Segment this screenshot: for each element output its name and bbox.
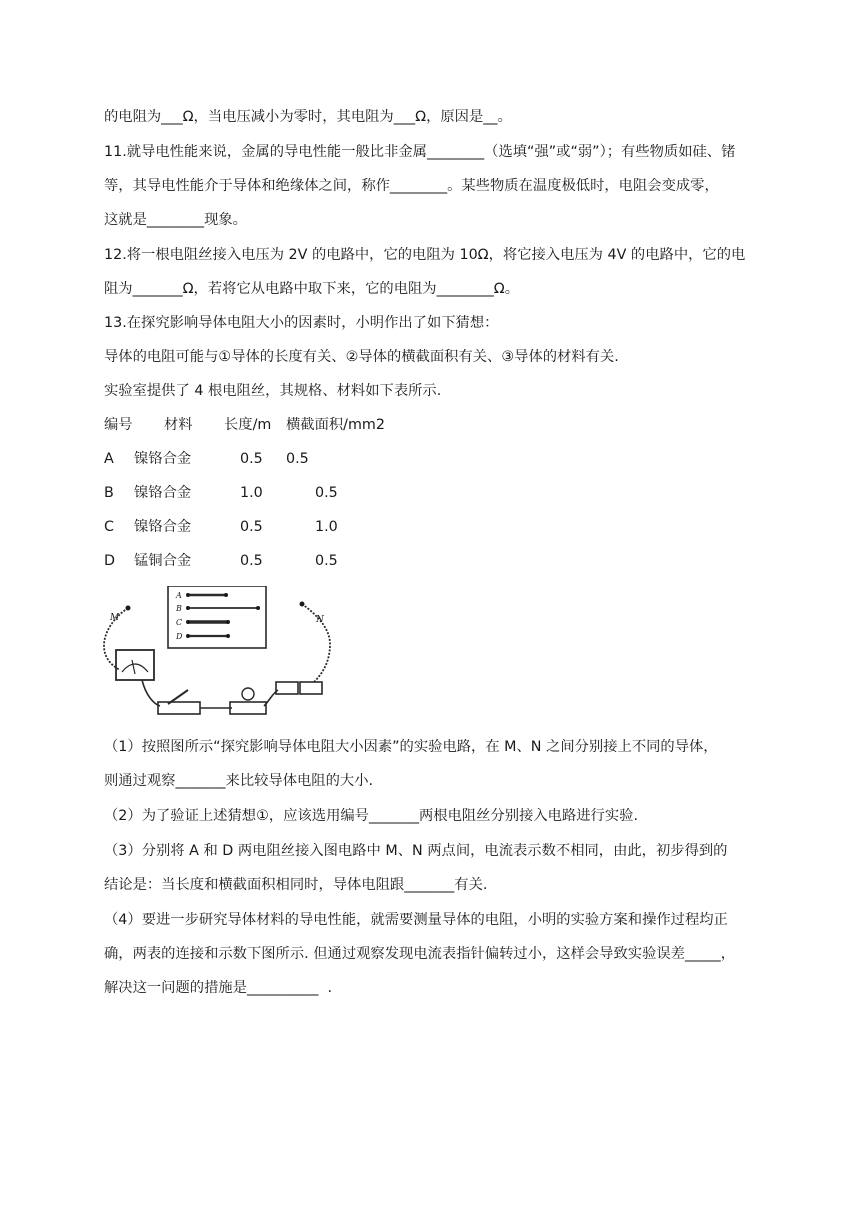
- table-row-c-length: 0.5: [240, 519, 263, 535]
- wire-c-end-right: [226, 620, 230, 624]
- terminal-label-n: N: [316, 615, 324, 625]
- question-11-line-2: 等，其导电性能介于导体和绝缘体之间，称作________。某些物质在温度极低时，电阻会变成零，: [104, 178, 719, 194]
- sub-question-1-line-1: （1）按照图所示“探究影响导体电阻大小因素”的实验电路，在 M、N 之间分别接上不同的导体，: [104, 739, 718, 755]
- table-row-a-id: A: [104, 451, 114, 467]
- question-11-line-3: 这就是________现象。: [104, 212, 247, 228]
- question-13-hypotheses: 导体的电阻可能与①导体的长度有关、②导体的横截面积有关、③导体的材料有关.: [104, 349, 619, 365]
- table-row-c-material: 镍铬合金: [134, 519, 192, 535]
- text-line-0: 的电阻为___Ω，当电压减小为零时，其电阻为___Ω，原因是__。: [104, 109, 512, 125]
- table-row-b-material: 镍铬合金: [134, 485, 192, 501]
- table-row-d-id: D: [104, 553, 116, 569]
- table-header-length: 长度/m: [224, 417, 272, 433]
- circuit-diagram: [102, 586, 334, 722]
- wire-label-a: A: [176, 591, 182, 600]
- table-header-area: 横截面积/mm2: [286, 417, 385, 433]
- table-row-c-area: 1.0: [315, 519, 338, 535]
- table-row-b-id: B: [104, 485, 114, 501]
- table-row-a-material: 镍铬合金: [134, 451, 192, 467]
- ammeter-dial: [122, 664, 148, 672]
- bulb-base: [230, 702, 266, 714]
- switch: [158, 702, 200, 714]
- wire-b-end-left: [186, 606, 190, 610]
- question-13-table-intro: 实验室提供了 4 根电阻丝，其规格、材料如下表所示.: [104, 383, 442, 399]
- wire-b-end-right: [256, 606, 260, 610]
- table-header-material: 材料: [164, 417, 193, 433]
- sub-question-4-line-1: （4）要进一步研究导体材料的导电性能，就需要测量导体的电阻，小明的实验方案和操作过程均正: [104, 912, 728, 928]
- table-row-b-area: 0.5: [315, 485, 338, 501]
- table-row-a-length: 0.5: [240, 451, 263, 467]
- wire-label-d: D: [176, 632, 183, 641]
- sub-question-2: （2）为了验证上述猜想①，应该选用编号_______两根电阻丝分别接入电路进行实验.: [104, 808, 638, 824]
- sub-question-1-line-2: 则通过观察_______来比较导体电阻的大小.: [104, 773, 374, 789]
- wire-d-end-right: [226, 634, 230, 638]
- table-row-b-length: 1.0: [240, 485, 263, 501]
- question-12-line-2: 阻为_______Ω，若将它从电路中取下来，它的电阻为________Ω。: [104, 281, 520, 297]
- table-header-id: 编号: [104, 417, 133, 433]
- sub-question-3-line-2: 结论是：当长度和横截面积相同时，导体电阻跟_______有关.: [104, 877, 488, 893]
- wire-c-end-left: [186, 620, 190, 624]
- ammeter-needle: [132, 660, 135, 674]
- battery-left: [276, 682, 298, 694]
- wire-d-end-left: [186, 634, 190, 638]
- terminal-n: [300, 602, 305, 607]
- sub-question-3-line-1: （3）分别将 A 和 D 两电阻丝接入图电路中 M、N 两点间，电流表示数不相同，由此，初步得到的: [104, 843, 728, 859]
- terminal-m: [126, 606, 131, 611]
- battery-right: [300, 682, 322, 694]
- bulb: [242, 688, 254, 700]
- sub-question-4-line-2: 确，两表的连接和示数下图所示. 但通过观察发现电流表指针偏转过小，这样会导致实验误差_____，: [104, 946, 735, 962]
- terminal-label-m: M: [110, 613, 120, 623]
- wire-label-b: B: [176, 604, 182, 613]
- table-row-d-material: 锰铜合金: [134, 553, 192, 569]
- wire-a-end-left: [186, 593, 190, 597]
- table-row-d-length: 0.5: [240, 553, 263, 569]
- wire-label-c: C: [176, 618, 183, 627]
- table-row-c-id: C: [104, 519, 114, 535]
- question-11-line-1: 11.就导电性能来说，金属的导电性能一般比非金属________（选填“强”或“弱”）；有些物质如硅、锗: [104, 144, 736, 160]
- question-13-intro: 13.在探究影响导体电阻大小的因素时，小明作出了如下猜想：: [104, 315, 499, 331]
- sub-question-4-line-3: 解决这一问题的措施是__________ .: [104, 980, 333, 996]
- table-row-a-area: 0.5: [286, 451, 309, 467]
- question-12-line-1: 12.将一根电阻丝接入电压为 2V 的电路中，它的电阻为 10Ω，将它接入电压为 4V 的电路中，它的电: [104, 247, 746, 263]
- table-row-d-area: 0.5: [315, 553, 338, 569]
- ammeter: [116, 650, 154, 680]
- wire-a-end-right: [224, 593, 228, 597]
